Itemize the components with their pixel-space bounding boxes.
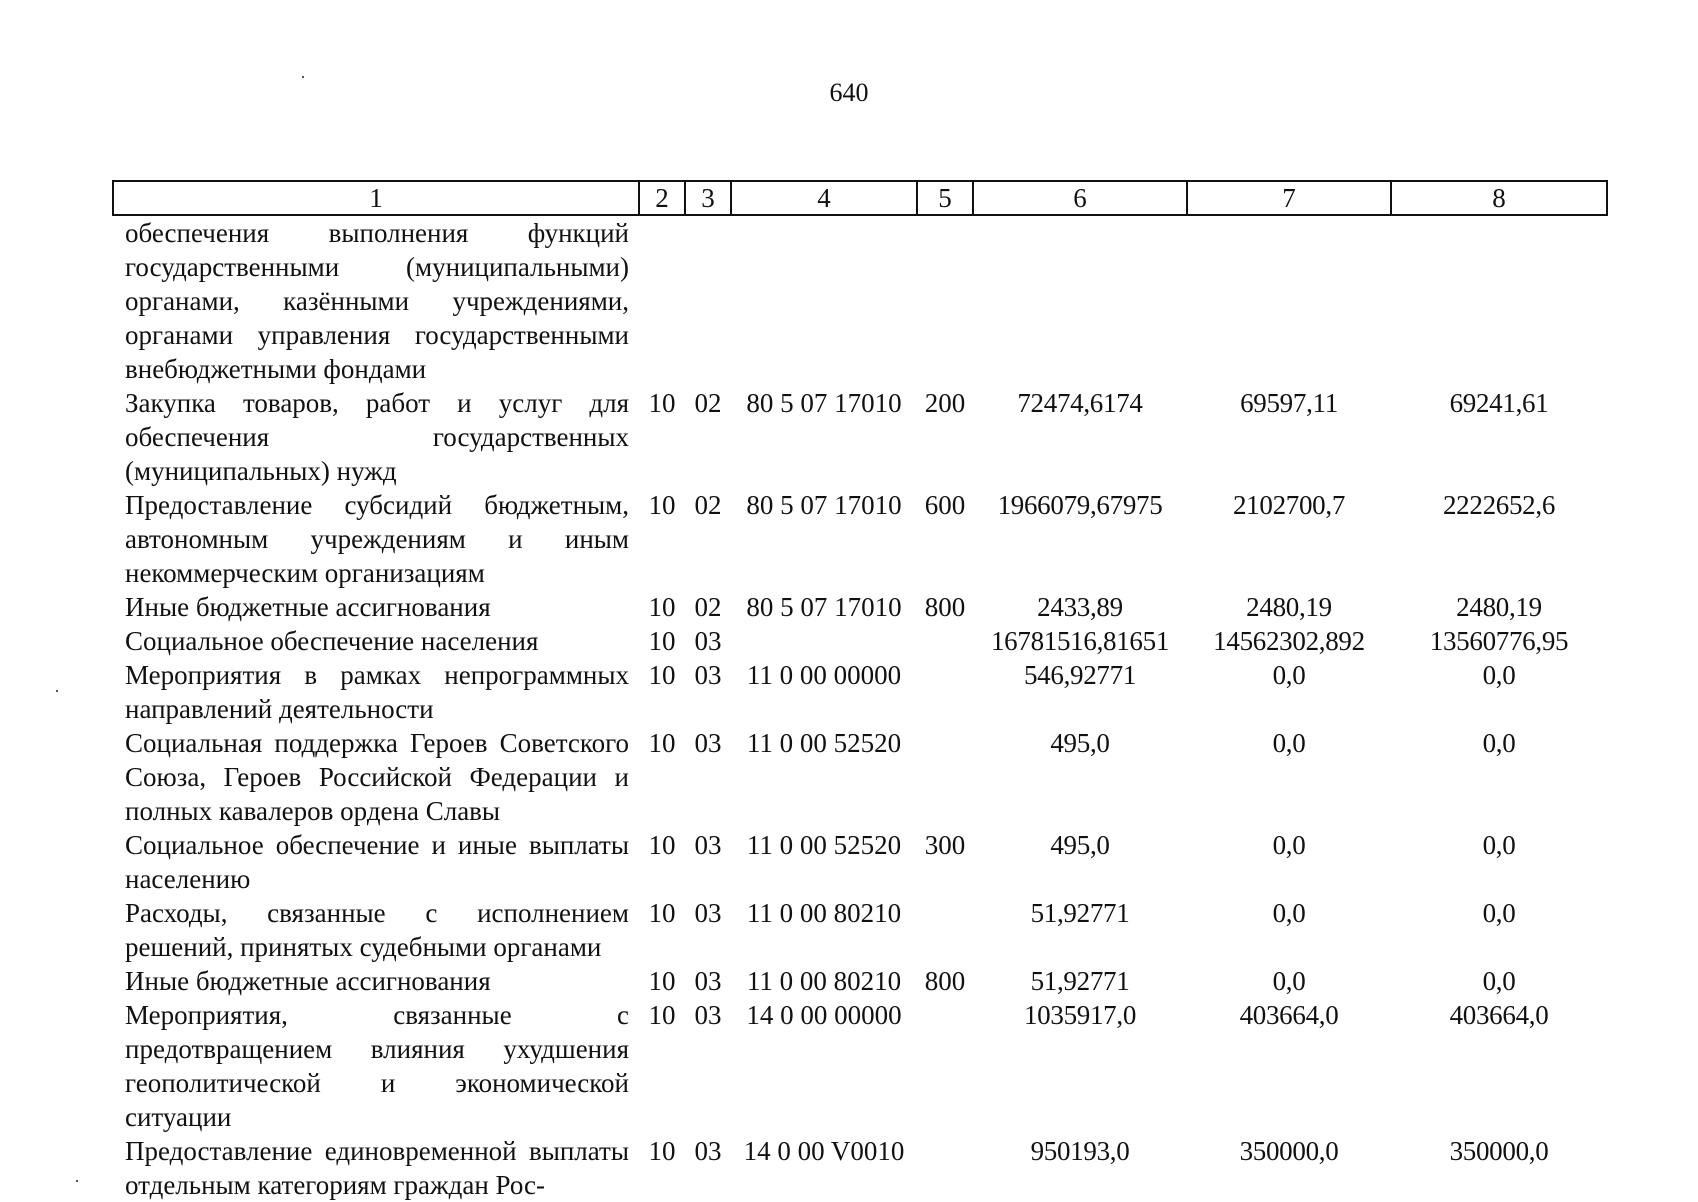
row-expense-type — [917, 1134, 973, 1202]
row-subsection: 03 — [694, 660, 722, 690]
table-row — [113, 488, 1607, 590]
row-target-code: 11 0 00 52520 — [746, 728, 902, 758]
row-section: 10 — [648, 1136, 676, 1166]
row-name: Мероприятия в рамках непрограммных направлений деятельности — [125, 660, 629, 724]
row-section: 10 — [648, 592, 676, 622]
row-value-7: 2480,19 — [1246, 592, 1332, 622]
row-name: Иные бюджетные ассигнования — [125, 592, 491, 622]
scan-speck — [56, 690, 58, 692]
row-value-8: 13560776,95 — [1429, 626, 1569, 656]
row-target-code: 14 0 00 V0010 — [743, 1136, 905, 1166]
row-section: 10 — [648, 728, 676, 758]
row-name: обеспечения выполнения функций государственными (муниципальными) органами, казёнными учреждениями, органами управления государственными внебюджетными фондами — [125, 218, 629, 384]
row-section: 10 — [648, 660, 676, 690]
table-row — [113, 896, 1607, 964]
row-value-7: 0,0 — [1272, 830, 1306, 860]
row-subsection: 03 — [694, 728, 722, 758]
row-value-7: 350000,0 — [1239, 1136, 1339, 1166]
row-target-code: 11 0 00 80210 — [746, 898, 902, 928]
row-value-8 — [1391, 215, 1607, 386]
row-expense-type — [917, 896, 973, 964]
row-section: 10 — [648, 966, 676, 996]
row-expense-type — [917, 726, 973, 828]
scan-speck — [76, 1180, 78, 1182]
row-target-code: 11 0 00 52520 — [746, 830, 902, 860]
row-value-7: 0,0 — [1272, 966, 1306, 996]
table-row — [113, 998, 1607, 1134]
row-value-6: 495,0 — [1050, 830, 1110, 860]
table-row — [113, 215, 1607, 386]
row-subsection: 02 — [694, 490, 722, 520]
row-subsection: 02 — [694, 592, 722, 622]
row-section: 10 — [648, 490, 676, 520]
row-subsection: 03 — [694, 830, 722, 860]
row-value-6: 51,92771 — [1030, 898, 1130, 928]
header-col-2: 2 — [639, 181, 685, 215]
row-expense-type: 300 — [924, 830, 966, 860]
header-col-7: 7 — [1187, 181, 1391, 215]
table-row — [113, 624, 1607, 658]
row-value-6 — [973, 215, 1187, 386]
row-target-code: 80 5 07 17010 — [746, 592, 902, 622]
row-value-7: 0,0 — [1272, 660, 1306, 690]
row-name: Иные бюджетные ассигнования — [125, 966, 491, 996]
row-target-code: 14 0 00 00000 — [746, 1000, 902, 1030]
row-section: 10 — [648, 388, 676, 418]
row-value-6: 1035917,0 — [1023, 1000, 1137, 1030]
row-value-7: 0,0 — [1272, 728, 1306, 758]
row-value-8: 0,0 — [1482, 966, 1516, 996]
row-expense-type — [917, 658, 973, 726]
row-value-6: 546,92771 — [1023, 660, 1137, 690]
header-col-8: 8 — [1391, 181, 1607, 215]
row-value-6: 16781516,81651 — [990, 626, 1170, 656]
row-target-code: 80 5 07 17010 — [746, 388, 902, 418]
scan-speck — [302, 76, 304, 78]
row-expense-type — [917, 624, 973, 658]
table-row — [113, 964, 1607, 998]
row-subsection: 03 — [694, 626, 722, 656]
row-expense-type: 800 — [924, 592, 966, 622]
row-name: Предоставление единовременной выплаты отдельным категориям граждан Рос- — [125, 1136, 629, 1200]
row-subsection: 03 — [694, 966, 722, 996]
row-value-7: 2102700,7 — [1232, 490, 1346, 520]
row-expense-type — [917, 215, 973, 386]
row-value-8: 0,0 — [1482, 898, 1516, 928]
row-target-code — [731, 215, 917, 386]
row-name: Предоставление субсидий бюджетным, автономным учреждениям и иным некоммерческим организациям — [125, 490, 629, 588]
row-target-code: 80 5 07 17010 — [746, 490, 902, 520]
row-expense-type: 600 — [924, 490, 966, 520]
row-value-8: 350000,0 — [1449, 1136, 1549, 1166]
row-expense-type: 800 — [924, 966, 966, 996]
header-col-4: 4 — [731, 181, 917, 215]
row-value-7: 14562302,892 — [1213, 626, 1365, 656]
table-row — [113, 658, 1607, 726]
row-section — [639, 215, 685, 386]
header-col-5: 5 — [917, 181, 973, 215]
header-col-6: 6 — [973, 181, 1187, 215]
row-name: Социальное обеспечение населения — [125, 626, 539, 656]
table-row — [113, 386, 1607, 488]
row-name: Расходы, связанные с исполнением решений, принятых судебными органами — [125, 898, 629, 962]
row-section: 10 — [648, 1000, 676, 1030]
row-value-6: 2433,89 — [1037, 592, 1123, 622]
row-value-8: 2480,19 — [1456, 592, 1542, 622]
row-value-7: 403664,0 — [1239, 1000, 1339, 1030]
row-expense-type: 200 — [924, 388, 966, 418]
row-name: Закупка товаров, работ и услуг для обеспечения государственных (муниципальных) нужд — [125, 388, 629, 486]
row-value-8: 69241,61 — [1449, 388, 1549, 418]
row-section: 10 — [648, 898, 676, 928]
table-row — [113, 1134, 1607, 1202]
row-value-7 — [1187, 215, 1391, 386]
row-subsection: 03 — [694, 1136, 722, 1166]
table-row — [113, 590, 1607, 624]
row-value-7: 0,0 — [1272, 898, 1306, 928]
row-name: Социальное обеспечение и иные выплаты населению — [125, 830, 629, 894]
row-subsection: 03 — [694, 898, 722, 928]
row-target-code: 11 0 00 00000 — [746, 660, 902, 690]
row-value-6: 51,92771 — [1030, 966, 1130, 996]
row-value-8: 2222652,6 — [1442, 490, 1556, 520]
row-name: Мероприятия, связанные с предотвращением влияния ухудшения геополитической и экономической ситуации — [125, 1000, 629, 1132]
header-col-3: 3 — [685, 181, 731, 215]
row-value-6: 950193,0 — [1030, 1136, 1130, 1166]
header-row — [113, 181, 1607, 215]
row-value-6: 495,0 — [1050, 728, 1110, 758]
row-value-6: 1966079,67975 — [997, 490, 1163, 520]
row-target-code — [731, 624, 917, 658]
row-value-7: 69597,11 — [1240, 388, 1338, 418]
table-row — [113, 726, 1607, 828]
row-value-8: 0,0 — [1482, 830, 1516, 860]
table-row — [113, 828, 1607, 896]
header-col-1: 1 — [113, 181, 639, 215]
row-subsection: 03 — [694, 1000, 722, 1030]
row-subsection — [685, 215, 731, 386]
row-value-8: 0,0 — [1482, 728, 1516, 758]
row-target-code: 11 0 00 80210 — [746, 966, 902, 996]
row-section: 10 — [648, 830, 676, 860]
budget-table — [112, 180, 1608, 1202]
row-expense-type — [917, 998, 973, 1134]
row-section: 10 — [648, 626, 676, 656]
row-value-8: 403664,0 — [1449, 1000, 1549, 1030]
row-subsection: 02 — [694, 388, 722, 418]
page-number: 640 — [829, 78, 869, 107]
row-name: Социальная поддержка Героев Советского Союза, Героев Российской Федерации и полных кавалеров ордена Славы — [125, 728, 629, 826]
row-value-6: 72474,6174 — [1017, 388, 1143, 418]
row-value-8: 0,0 — [1482, 660, 1516, 690]
